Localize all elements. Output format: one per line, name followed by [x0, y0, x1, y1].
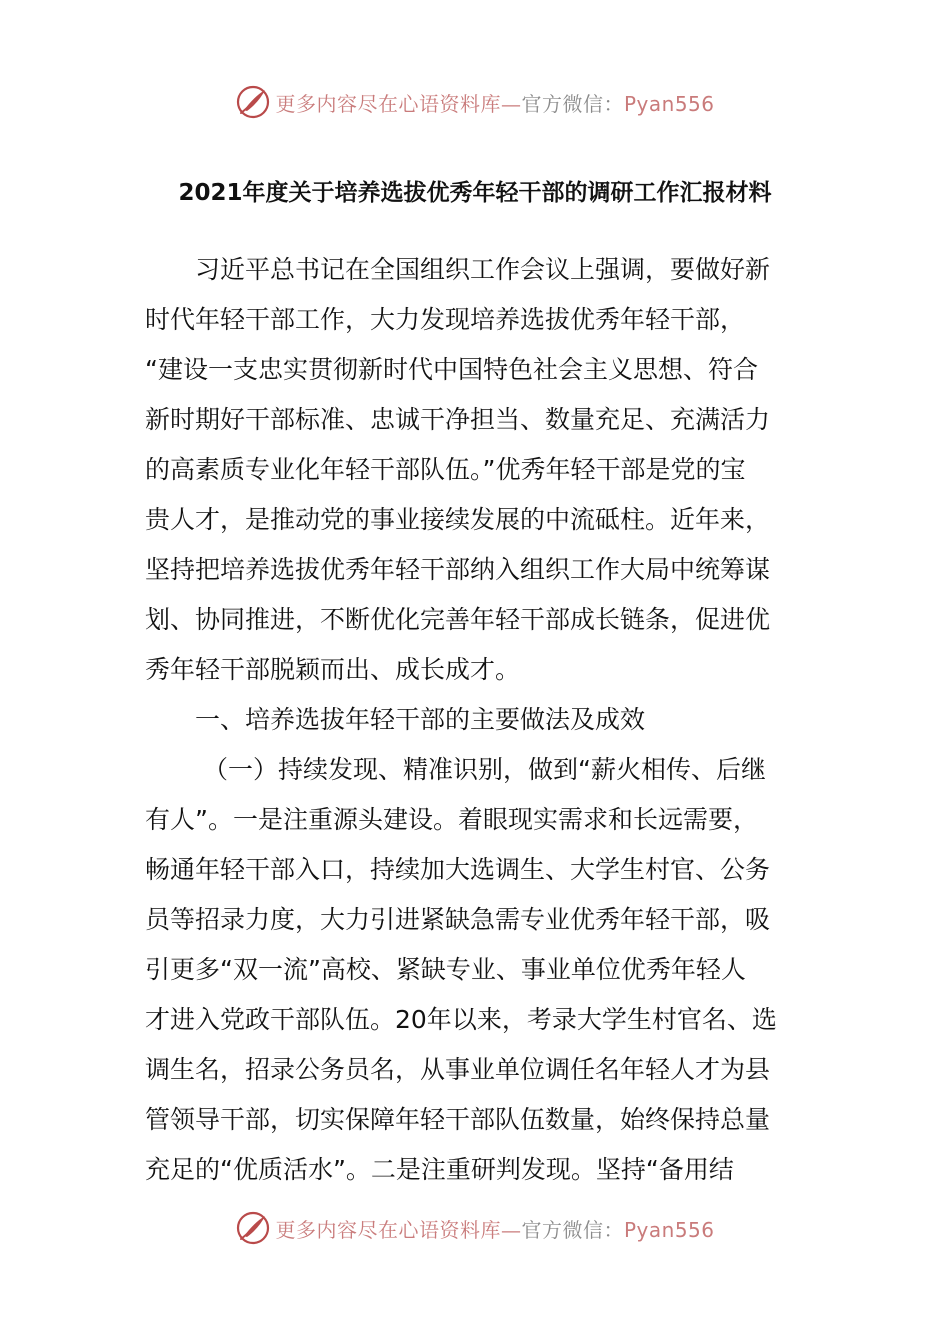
banner-main-text: 更多内容尽在心语资料库— [275, 91, 522, 116]
body-line: 划、协同推进，不断优化完善年轻干部成长链条，促进优 [145, 605, 771, 634]
body-line: 畅通年轻干部入口，持续加大选调生、大学生村官、公务 [145, 855, 771, 884]
body-line: 有人”。一是注重源头建设。着眼现实需求和长远需要， [145, 805, 758, 834]
body-line: 员等招录力度，大力引进紧缺急需专业优秀年轻干部，吸 [145, 905, 771, 934]
body-line: 才进入党政干部队伍。20年以来，考录大学生村官名、选 [145, 1005, 777, 1034]
body-line: 充足的“优质活水”。二是注重研判发现。坚持“备用结 [145, 1155, 734, 1184]
body-line: 贵人才，是推动党的事业接续发展的中流砥柱。近年来， [145, 505, 771, 534]
banner-wechat-label: 官方微信： [521, 91, 624, 116]
body-line: 的高素质专业化年轻干部队伍。”优秀年轻干部是党的宝 [145, 455, 746, 484]
banner-main-text: 更多内容尽在心语资料库— [275, 1217, 522, 1242]
header-banner [0, 82, 950, 122]
banner-wechat-id: Pyan556 [623, 91, 715, 116]
body-line: 秀年轻干部脱颖而出、成长成才。 [145, 655, 521, 684]
body-line: 时代年轻干部工作，大力发现培养选拔优秀年轻干部， [145, 305, 746, 334]
body-line: 引更多“双一流”高校、紧缺专业、事业单位优秀年轻人 [145, 955, 746, 984]
body-line: “建设一支忠实贯彻新时代中国特色社会主义思想、符合 [145, 355, 758, 384]
banner-text [275, 1214, 714, 1243]
banner-wechat-id: Pyan556 [623, 1217, 715, 1242]
banner-wechat-label: 官方微信： [521, 1217, 624, 1242]
footer-banner [0, 1208, 950, 1248]
banner-text [275, 88, 714, 117]
body-line: 坚持把培养选拔优秀年轻干部纳入组织工作大局中统筹谋 [145, 555, 771, 584]
body-line: 习近平总书记在全国组织工作会议上强调，要做好新 [195, 255, 771, 284]
body-line: 新时期好干部标准、忠诚干净担当、数量充足、充满活力 [145, 405, 771, 434]
subsection-heading: （一）持续发现、精准识别，做到“薪火相传、后继 [203, 755, 766, 784]
body-line: 调生名，招录公务员名，从事业单位调任名年轻人才为县 [145, 1055, 771, 1084]
section-heading: 一、培养选拔年轻干部的主要做法及成效 [195, 705, 646, 734]
document-body [145, 245, 807, 1195]
quill-logo-icon [235, 1210, 271, 1246]
quill-logo-icon [235, 84, 271, 120]
body-line: 管领导干部，切实保障年轻干部队伍数量，始终保持总量 [145, 1105, 771, 1134]
document-title: 2021年度关于培养选拔优秀年轻干部的调研工作汇报材料 [178, 180, 772, 206]
